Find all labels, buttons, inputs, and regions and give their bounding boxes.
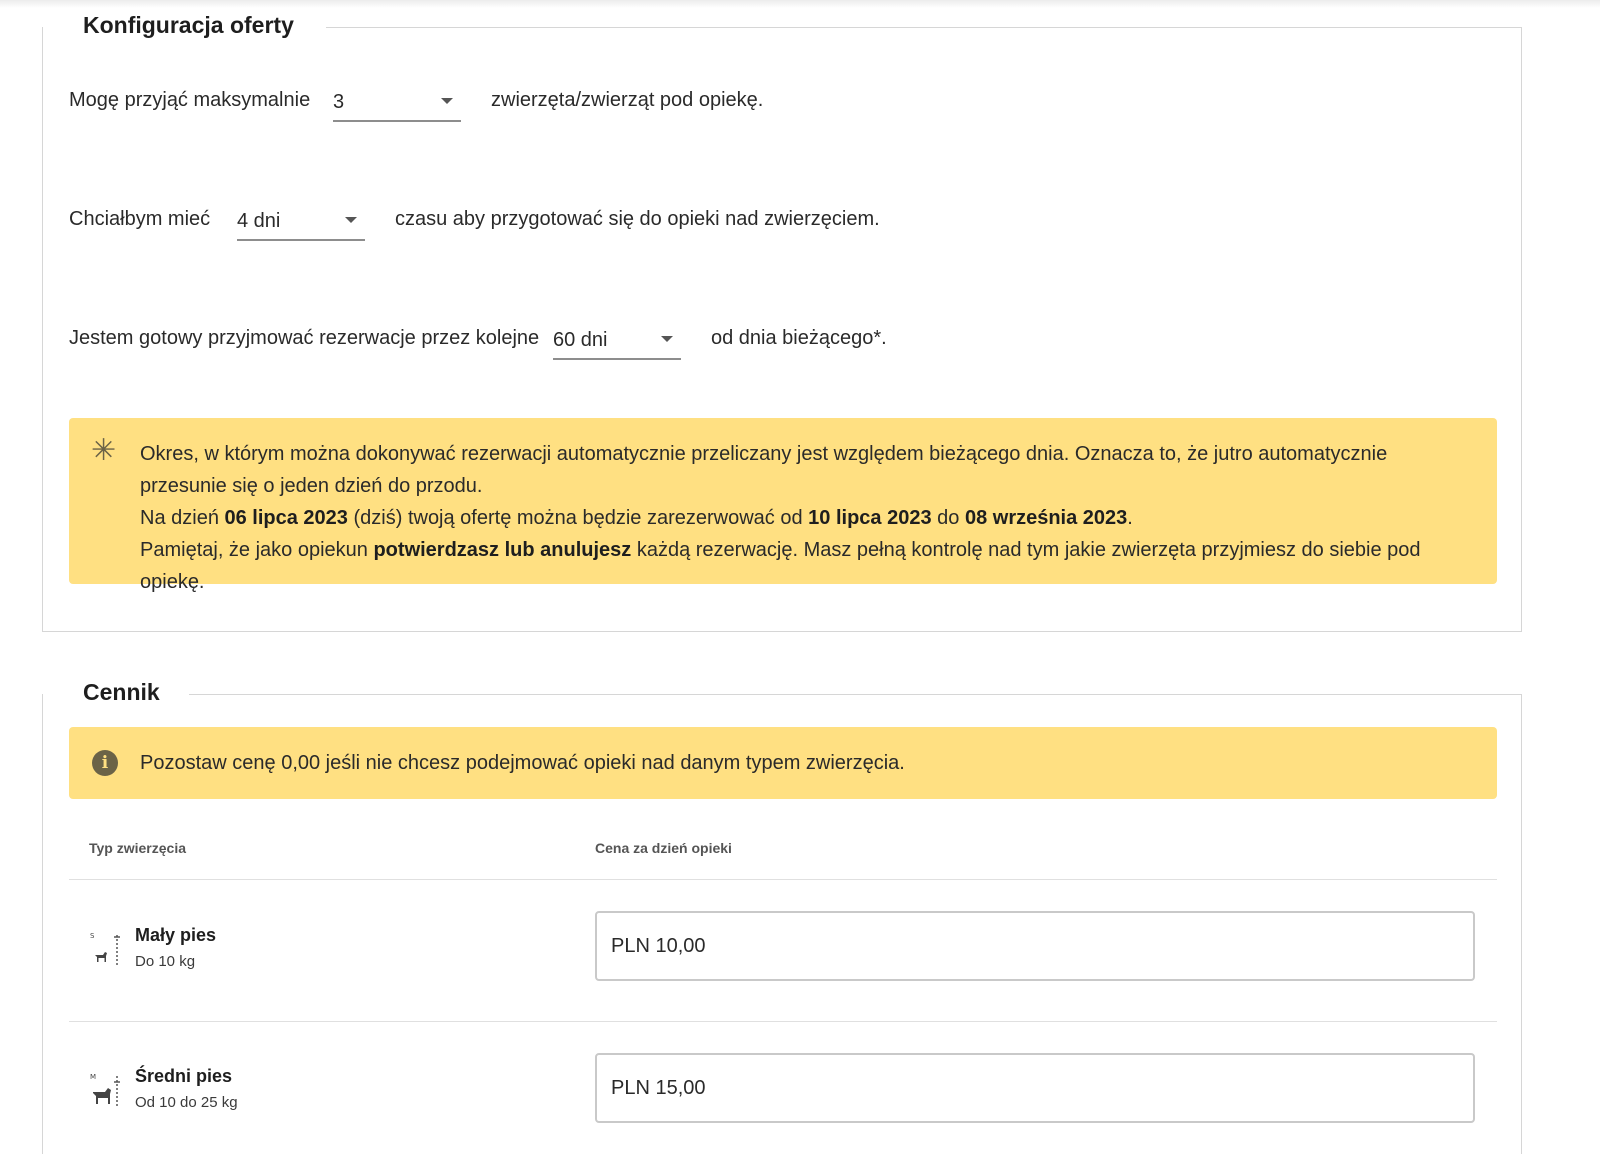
booking-window-label: Jestem gotowy przyjmować rezerwacje przez kolejne	[69, 327, 540, 349]
table-row	[69, 1022, 1497, 1162]
booking-window-value: 60 dni	[553, 329, 608, 351]
prep-time-value: 4 dni	[237, 210, 281, 232]
size-tag: S	[90, 932, 95, 940]
chevron-down-icon	[441, 98, 453, 104]
chevron-down-icon	[345, 217, 357, 223]
top-shadow	[0, 0, 1600, 8]
section-divider	[189, 694, 1522, 695]
pet-type-name: Mały pies	[135, 925, 217, 945]
pricing-notice-text: Pozostaw cenę 0,00 jeśli nie chcesz podejmować opieki nad danym typem zwierzęcia.	[140, 752, 905, 774]
column-header-daily-price: Cena za dzień opieki	[595, 840, 732, 856]
today-date: 06 lipca 2023	[224, 507, 348, 529]
prep-time-select[interactable]	[237, 205, 365, 241]
pricing-notice	[69, 727, 1497, 799]
prep-time-suffix: czasu aby przygotować się do opieki nad zwierzęciem.	[395, 208, 880, 230]
medium-dog-icon	[89, 1072, 123, 1108]
notice-line-2	[140, 502, 1477, 534]
price-value: PLN 10,00	[611, 935, 706, 957]
max-pets-select[interactable]	[333, 86, 461, 122]
pricing-section	[42, 679, 1522, 1154]
prep-time-label: Chciałbym mieć	[69, 208, 211, 230]
notice-text-fragment: do	[931, 507, 965, 529]
offer-configuration-section	[42, 12, 1522, 632]
booking-window-notice	[69, 418, 1497, 593]
asterisk-icon: ✳	[91, 434, 117, 467]
booking-start-date: 10 lipca 2023	[808, 507, 932, 529]
price-value: PLN 15,00	[611, 1077, 706, 1099]
info-icon: i	[92, 750, 118, 776]
notice-text-fragment: Na dzień	[140, 507, 225, 529]
notice-text-fragment: każdą rezerwację. Masz pełną kontrolę nad tym jakie zwierzęta przyjmiesz do siebie pod opiekę.	[140, 539, 1421, 593]
section-title: Cennik	[83, 679, 160, 705]
max-pets-label: Mogę przyjąć maksymalnie	[69, 89, 311, 111]
notice-line-1: Okres, w którym można dokonywać rezerwacji automatycznie przeliczany jest względem bieżącego dnia. Oznacza to, że jutro automatycznie przesunie się o jeden dzień do przodu.	[140, 443, 1388, 497]
pet-type-weight: Do 10 kg	[135, 953, 196, 970]
pet-type-name: Średni pies	[135, 1066, 233, 1086]
notice-text	[140, 438, 1477, 598]
notice-text-fragment: (dziś) twoją ofertę można będzie zarezerwować od	[347, 507, 809, 529]
notice-text-fragment: .	[1127, 507, 1133, 529]
max-pets-value: 3	[333, 91, 345, 113]
booking-window-select[interactable]	[553, 324, 681, 360]
pet-type-weight: Od 10 do 25 kg	[135, 1094, 238, 1111]
booking-window-suffix: od dnia bieżącego*.	[711, 327, 887, 349]
section-divider	[326, 27, 1522, 28]
table-row	[69, 880, 1497, 1020]
column-header-pet-type: Typ zwierzęcia	[89, 840, 187, 856]
notice-line-3	[140, 534, 1477, 598]
notice-text-fragment: Pamiętaj, że jako opiekun	[140, 539, 374, 561]
booking-end-date: 08 września 2023	[964, 507, 1128, 529]
price-input-medium-dog[interactable]	[595, 1053, 1475, 1123]
small-dog-icon	[89, 931, 123, 967]
notice-emphasis: potwierdzasz lub anulujesz	[373, 539, 632, 561]
max-pets-suffix: zwierzęta/zwierząt pod opiekę.	[491, 89, 764, 111]
chevron-down-icon	[661, 336, 673, 342]
section-title: Konfiguracja oferty	[83, 12, 294, 38]
price-input-small-dog[interactable]	[595, 911, 1475, 981]
size-tag: M	[90, 1073, 97, 1081]
